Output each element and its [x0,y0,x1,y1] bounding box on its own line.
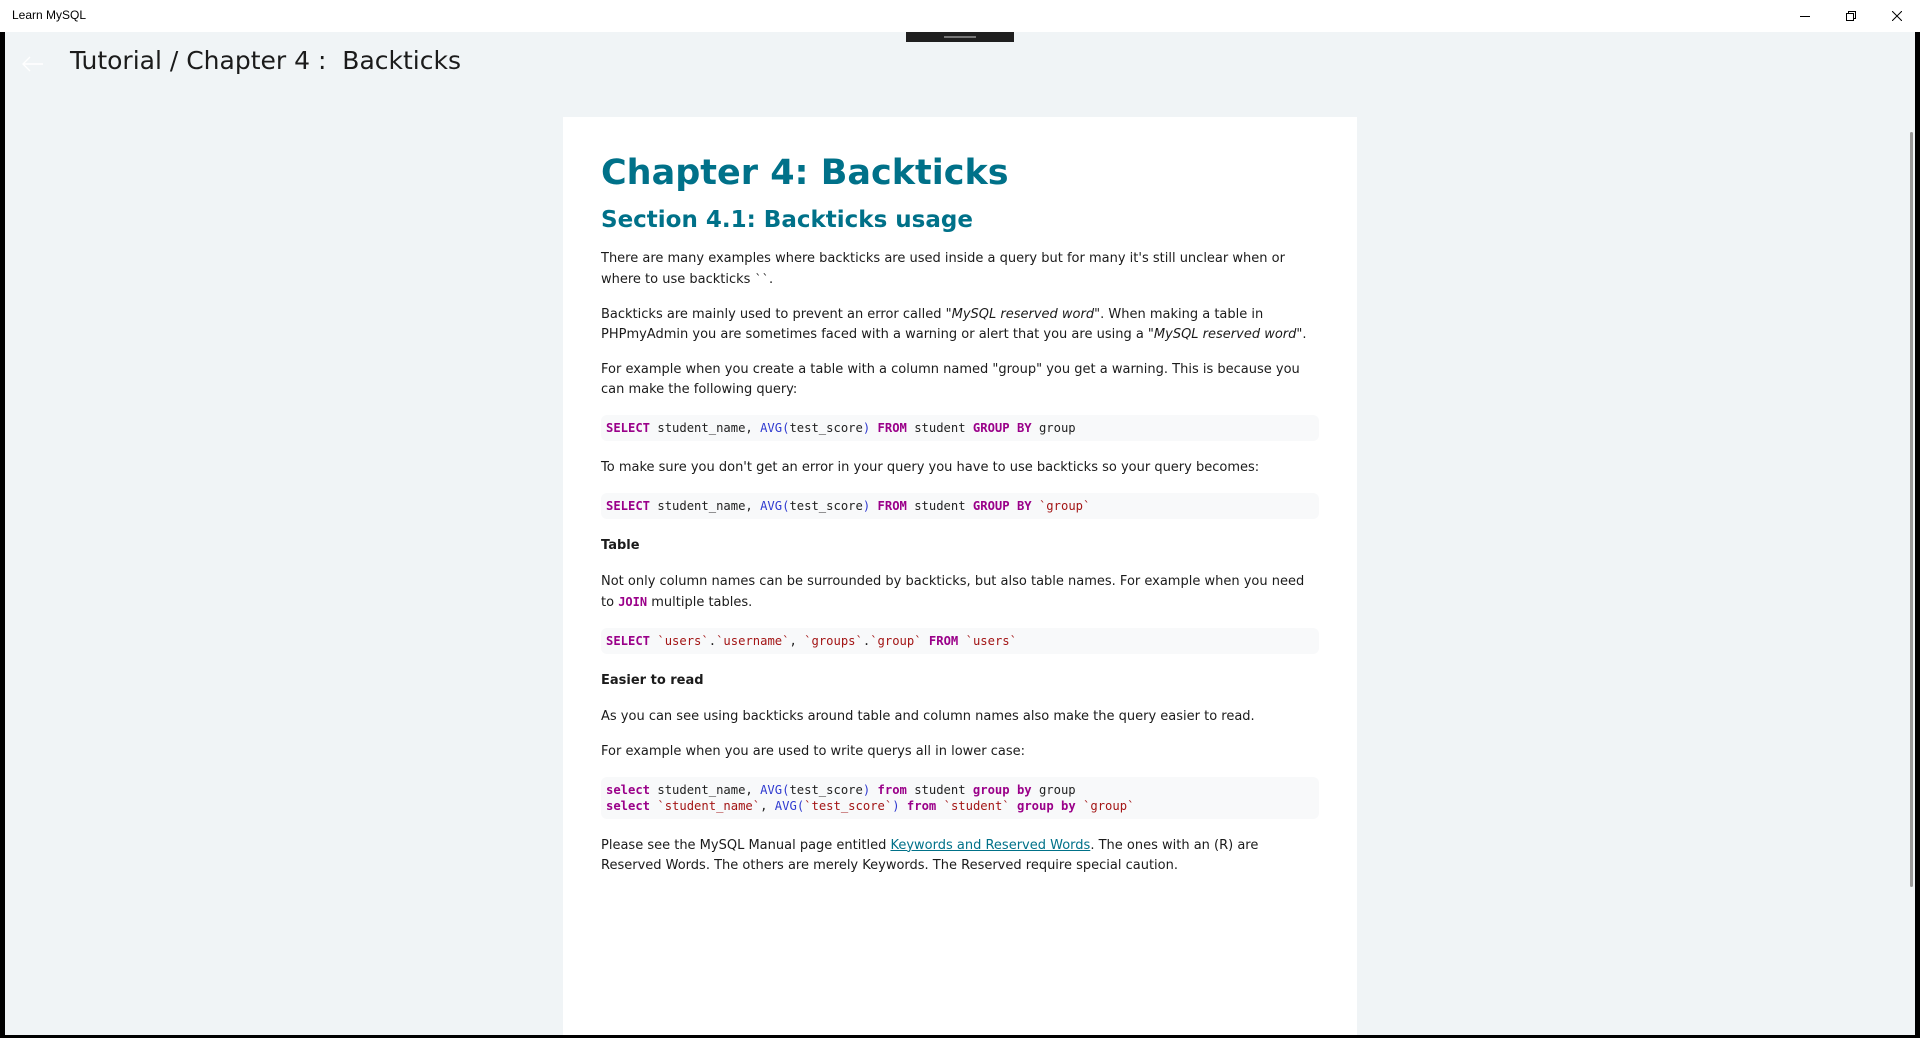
code-paren: ( [782,420,790,435]
code-text: test_score [789,420,863,435]
code-line [606,798,1314,814]
paragraph-text: ". When making a table in PHPmyAdmin you are sometimes faced with a warning or alert that you are using a " [601,306,1264,342]
code-text [1076,799,1083,813]
code-text [1032,499,1039,513]
code-paren: ) [892,798,900,813]
code-text [1010,799,1017,813]
code-keyword: select [606,798,651,813]
inline-code: `` [754,271,770,286]
window-frame-right [1915,32,1920,1038]
code-identifier: `users` [657,633,709,648]
paragraph-fix: To make sure you don't get an error in your query you have to use backticks so your query becomes: [601,459,1260,475]
paragraph-reserved-word [601,305,1319,345]
close-icon [1892,11,1902,21]
drag-handle[interactable] [906,32,1014,42]
section-title: Section 4.1: Backticks usage [601,207,973,234]
window-title: Learn MySQL [12,8,87,22]
code-function: AVG [760,498,783,513]
code-identifier: `group` [1083,798,1135,813]
code-identifier: `group` [1038,498,1091,513]
code-keyword: FROM [877,498,907,513]
code-keyword: from [877,782,907,797]
code-paren: ) [862,498,871,513]
code-identifier: `student` [943,798,1010,813]
code-keyword: GROUP BY [972,498,1032,513]
code-text: student_name, [650,782,761,797]
code-function: AVG [760,420,783,435]
code-keyword: FROM [877,420,907,435]
title-bar [0,0,1920,32]
code-text [870,499,877,513]
restore-button[interactable] [1828,0,1874,32]
code-keyword: FROM [928,633,959,648]
code-identifier: `test_score` [804,798,893,813]
code-identifier: `users` [965,633,1017,648]
code-block [601,493,1319,519]
paragraph-intro [601,249,1319,290]
code-text [870,421,877,435]
code-keyword: group by [972,782,1032,797]
paragraph-table-names [601,572,1319,613]
code-text: . [862,633,871,648]
code-identifier: `student_name` [657,798,761,813]
emphasis: MySQL reserved word [951,306,1095,322]
paragraph-manual [601,836,1319,876]
paragraph-example: For example when you create a table with a column named "group" you get a warning. This is because you can make the following query: [601,361,1300,397]
arrow-left-icon [22,56,44,72]
code-keyword: SELECT [606,633,651,648]
code-text: student [906,782,973,797]
restore-icon [1846,11,1856,21]
code-block [601,628,1319,654]
paragraph-lower-case: For example when you are used to write querys all in lower case: [601,743,1026,759]
code-text: group [1031,782,1076,797]
code-paren: ( [782,782,790,797]
code-text [900,799,907,813]
code-text: student_name, [650,498,761,513]
grip-icon [944,36,976,38]
keywords-reserved-words-link[interactable]: Keywords and Reserved Words [890,837,1091,853]
code-line [606,633,1314,649]
code-text: test_score [789,782,863,797]
close-button[interactable] [1874,0,1920,32]
code-text [922,634,929,648]
code-function: AVG [774,798,797,813]
code-text: student [906,420,973,435]
code-text: test_score [789,498,863,513]
emphasis: MySQL reserved word [1153,326,1297,342]
code-text [870,783,877,797]
code-identifier: `groups` [804,633,863,648]
chapter-title: Chapter 4: Backticks [601,153,1009,193]
page-title: Tutorial / Chapter 4 : Backticks [70,46,461,75]
paragraph-text: There are many examples where backticks are used inside a query but for many it's still unclear when or where to use backticks [601,250,1285,287]
paragraph-text: ". [1296,326,1307,342]
code-text [936,799,943,813]
code-keyword: SELECT [606,420,651,435]
label-easier-to-read: Easier to read [601,672,704,688]
code-paren: ) [862,420,871,435]
inline-keyword: JOIN [618,594,648,609]
code-text: student_name, [650,420,761,435]
code-keyword: group by [1017,798,1076,813]
code-keyword: SELECT [606,498,651,513]
code-text: . [708,633,717,648]
code-identifier: `group` [870,633,922,648]
code-keyword: GROUP BY [972,420,1032,435]
paragraph-text: . The ones with an (R) are Reserved Words. The others are merely Keywords. The Reserved require special caution. [601,837,1259,873]
code-paren: ) [862,782,871,797]
code-text: student [906,498,973,513]
paragraph-text: Please see the MySQL Manual page entitled [601,837,891,853]
code-line [606,420,1314,436]
code-text: group [1031,420,1076,435]
paragraph-text: . [769,271,774,287]
code-block [601,777,1319,819]
code-keyword: select [606,782,651,797]
minimize-icon [1800,11,1810,21]
app-content [5,32,1915,1035]
scrollbar[interactable] [1910,132,1913,887]
paragraph-text: Backticks are mainly used to prevent an error called " [601,306,952,322]
code-line [606,782,1314,798]
code-paren: ( [782,498,790,513]
code-paren: ( [796,798,805,813]
label-table: Table [601,537,640,553]
code-keyword: from [906,798,937,813]
article-card [563,117,1357,1035]
paragraph-text: multiple tables. [647,594,753,610]
code-identifier: `username` [716,633,790,648]
paragraph-text: Not only column names can be surrounded by backticks, but also table names. For example when you need to [601,573,1305,610]
code-block [601,415,1319,441]
back-button[interactable] [15,46,51,82]
code-line [606,498,1314,514]
minimize-button[interactable] [1782,0,1828,32]
code-text: , [789,633,805,648]
code-text: , [760,798,775,813]
code-text [958,634,965,648]
code-function: AVG [760,782,783,797]
paragraph-readability: As you can see using backticks around table and column names also make the query easier to read. [601,708,1255,724]
